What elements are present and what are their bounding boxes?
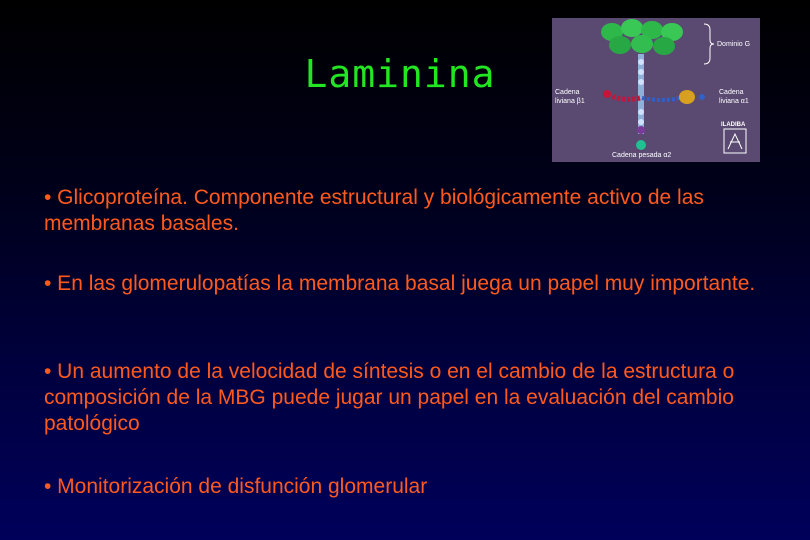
dominio-g-label: Dominio G — [717, 41, 751, 48]
cadena-pesada-label: Cadena pesada α2 — [612, 152, 672, 159]
g-domain-globules — [601, 19, 683, 55]
laminin-structure-figure — [552, 18, 760, 162]
cadena-a1-label-2: liviana α1 — [719, 98, 749, 105]
bullet-item: • Monitorización de disfunción glomerular — [44, 475, 428, 498]
cadena-a1-label-1: Cadena — [719, 89, 744, 96]
bullet-item: • En las glomerulopatías la membrana basal juega un papel muy importante. — [44, 272, 756, 295]
bullet-item: • Glicoproteína. Componente estructural y biológicamente activo de las membranas basales. — [44, 186, 704, 235]
cadena-b1-label-2: liviana β1 — [555, 98, 585, 105]
svg-text:ILADIBA: ILADIBA — [721, 122, 746, 128]
slide-title: Laminina — [304, 52, 496, 96]
cadena-b1-label-1: Cadena — [555, 89, 580, 96]
bullet-item: • Un aumento de la velocidad de síntesis o en el cambio de la estructura o composición de la MBG puede jugar un papel en la evaluación del cambio patológico — [44, 360, 735, 435]
heavy-chain — [636, 54, 646, 150]
iladiba-logo — [721, 122, 746, 153]
